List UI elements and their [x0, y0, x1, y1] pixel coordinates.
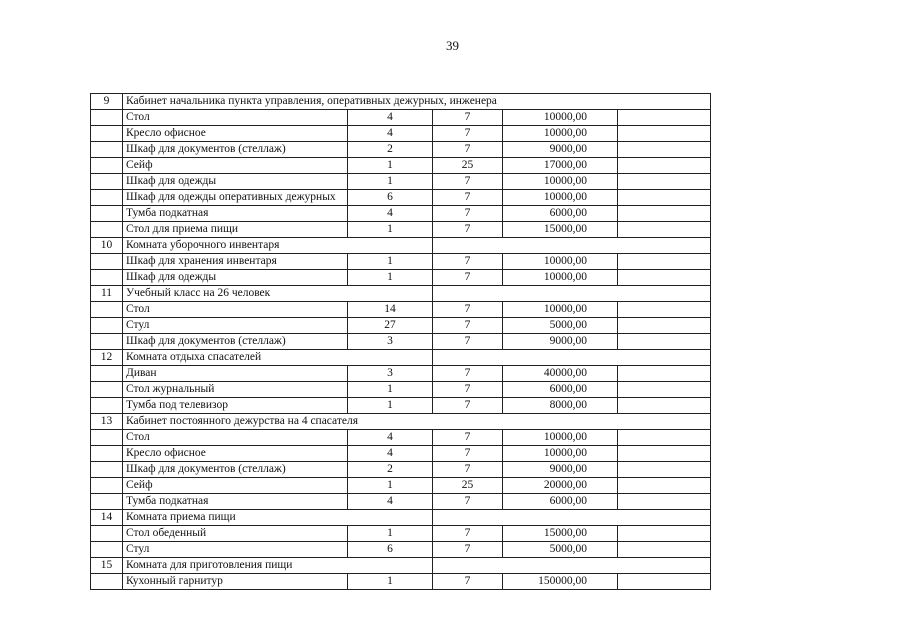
- item-service-years: 25: [433, 158, 503, 174]
- section-title: Кабинет начальника пункта управления, оперативных дежурных, инженера: [123, 94, 711, 110]
- item-service-years: 7: [433, 334, 503, 350]
- empty-cell: [618, 142, 711, 158]
- section-header-row: [91, 414, 711, 430]
- row-number-cell: [91, 222, 123, 238]
- table-row: [91, 382, 711, 398]
- item-service-years: 7: [433, 206, 503, 222]
- item-price: 15000,00: [503, 222, 618, 238]
- table-row: [91, 126, 711, 142]
- item-service-years: 7: [433, 254, 503, 270]
- item-price: 10000,00: [503, 254, 618, 270]
- item-quantity: 1: [348, 574, 433, 590]
- item-price: 15000,00: [503, 526, 618, 542]
- item-quantity: 4: [348, 110, 433, 126]
- row-number-cell: [91, 334, 123, 350]
- table-row: [91, 302, 711, 318]
- item-service-years: 7: [433, 126, 503, 142]
- section-title: Учебный класс на 26 человек: [123, 286, 433, 302]
- item-name: Кресло офисное: [123, 126, 348, 142]
- item-quantity: 1: [348, 270, 433, 286]
- item-quantity: 4: [348, 446, 433, 462]
- item-name: Стол: [123, 302, 348, 318]
- item-name: Шкаф для одежды: [123, 174, 348, 190]
- row-number-cell: [91, 398, 123, 414]
- row-number-cell: [91, 174, 123, 190]
- item-name: Тумба подкатная: [123, 494, 348, 510]
- empty-cell: [618, 254, 711, 270]
- item-name: Стул: [123, 318, 348, 334]
- row-number-cell: [91, 478, 123, 494]
- table-row: [91, 430, 711, 446]
- item-name: Шкаф для одежды: [123, 270, 348, 286]
- item-name: Стол обеденный: [123, 526, 348, 542]
- item-price: 17000,00: [503, 158, 618, 174]
- section-title: Комната отдыха спасателей: [123, 350, 433, 366]
- item-name: Тумба под телевизор: [123, 398, 348, 414]
- empty-cell: [618, 398, 711, 414]
- item-price: 9000,00: [503, 334, 618, 350]
- empty-cell: [618, 110, 711, 126]
- row-number-cell: [91, 366, 123, 382]
- item-service-years: 7: [433, 366, 503, 382]
- section-header-row: [91, 558, 711, 574]
- item-quantity: 2: [348, 142, 433, 158]
- empty-cell: [433, 238, 711, 254]
- row-number-cell: [91, 446, 123, 462]
- item-price: 10000,00: [503, 302, 618, 318]
- row-number-cell: [91, 430, 123, 446]
- table-row: [91, 142, 711, 158]
- item-quantity: 3: [348, 366, 433, 382]
- item-service-years: 7: [433, 318, 503, 334]
- section-header-row: [91, 94, 711, 110]
- item-name: Шкаф для одежды оперативных дежурных: [123, 190, 348, 206]
- empty-cell: [618, 206, 711, 222]
- table-row: [91, 174, 711, 190]
- item-service-years: 7: [433, 574, 503, 590]
- row-number-cell: [91, 382, 123, 398]
- section-header-row: [91, 350, 711, 366]
- item-service-years: 7: [433, 270, 503, 286]
- item-service-years: 25: [433, 478, 503, 494]
- inventory-table-body: [91, 94, 711, 590]
- section-number: 15: [91, 558, 123, 574]
- item-service-years: 7: [433, 430, 503, 446]
- table-row: [91, 158, 711, 174]
- item-service-years: 7: [433, 494, 503, 510]
- item-name: Шкаф для документов (стеллаж): [123, 142, 348, 158]
- item-price: 6000,00: [503, 494, 618, 510]
- table-row: [91, 222, 711, 238]
- row-number-cell: [91, 270, 123, 286]
- item-price: 10000,00: [503, 430, 618, 446]
- item-service-years: 7: [433, 526, 503, 542]
- table-row: [91, 254, 711, 270]
- empty-cell: [618, 334, 711, 350]
- item-price: 8000,00: [503, 398, 618, 414]
- section-title: Комната для приготовления пищи: [123, 558, 433, 574]
- table-row: [91, 334, 711, 350]
- empty-cell: [618, 478, 711, 494]
- item-price: 6000,00: [503, 382, 618, 398]
- item-quantity: 1: [348, 478, 433, 494]
- table-row: [91, 542, 711, 558]
- item-quantity: 4: [348, 494, 433, 510]
- section-number: 11: [91, 286, 123, 302]
- item-price: 10000,00: [503, 174, 618, 190]
- table-row: [91, 190, 711, 206]
- item-name: Стол журнальный: [123, 382, 348, 398]
- empty-cell: [618, 462, 711, 478]
- item-service-years: 7: [433, 542, 503, 558]
- row-number-cell: [91, 526, 123, 542]
- item-name: Кухонный гарнитур: [123, 574, 348, 590]
- item-price: 6000,00: [503, 206, 618, 222]
- table-row: [91, 110, 711, 126]
- empty-cell: [618, 382, 711, 398]
- table-row: [91, 366, 711, 382]
- table-row: [91, 398, 711, 414]
- item-price: 10000,00: [503, 110, 618, 126]
- item-name: Шкаф для хранения инвентаря: [123, 254, 348, 270]
- item-service-years: 7: [433, 462, 503, 478]
- item-price: 40000,00: [503, 366, 618, 382]
- item-quantity: 4: [348, 430, 433, 446]
- empty-cell: [618, 302, 711, 318]
- section-number: 13: [91, 414, 123, 430]
- row-number-cell: [91, 462, 123, 478]
- empty-cell: [618, 222, 711, 238]
- empty-cell: [618, 174, 711, 190]
- empty-cell: [433, 286, 711, 302]
- empty-cell: [618, 542, 711, 558]
- page-number: 39: [446, 38, 459, 53]
- item-name: Сейф: [123, 158, 348, 174]
- item-quantity: 3: [348, 334, 433, 350]
- item-name: Диван: [123, 366, 348, 382]
- empty-cell: [618, 446, 711, 462]
- item-quantity: 1: [348, 382, 433, 398]
- item-quantity: 4: [348, 206, 433, 222]
- empty-cell: [433, 510, 711, 526]
- item-price: 5000,00: [503, 318, 618, 334]
- row-number-cell: [91, 110, 123, 126]
- item-name: Кресло офисное: [123, 446, 348, 462]
- item-price: 9000,00: [503, 142, 618, 158]
- table-row: [91, 478, 711, 494]
- item-name: Тумба подкатная: [123, 206, 348, 222]
- item-quantity: 2: [348, 462, 433, 478]
- item-service-years: 7: [433, 382, 503, 398]
- item-service-years: 7: [433, 110, 503, 126]
- row-number-cell: [91, 254, 123, 270]
- item-name: Сейф: [123, 478, 348, 494]
- item-service-years: 7: [433, 398, 503, 414]
- section-number: 12: [91, 350, 123, 366]
- section-title: Комната уборочного инвентаря: [123, 238, 433, 254]
- empty-cell: [618, 126, 711, 142]
- empty-cell: [618, 158, 711, 174]
- table-row: [91, 446, 711, 462]
- item-name: Шкаф для документов (стеллаж): [123, 334, 348, 350]
- item-service-years: 7: [433, 446, 503, 462]
- item-price: 10000,00: [503, 446, 618, 462]
- item-name: Стол: [123, 430, 348, 446]
- item-quantity: 1: [348, 174, 433, 190]
- item-name: Стул: [123, 542, 348, 558]
- table-row: [91, 318, 711, 334]
- item-quantity: 1: [348, 526, 433, 542]
- row-number-cell: [91, 494, 123, 510]
- item-quantity: 6: [348, 190, 433, 206]
- table-row: [91, 462, 711, 478]
- item-quantity: 1: [348, 158, 433, 174]
- empty-cell: [618, 526, 711, 542]
- row-number-cell: [91, 542, 123, 558]
- section-title: Кабинет постоянного дежурства на 4 спасателя: [123, 414, 711, 430]
- section-number: 9: [91, 94, 123, 110]
- section-header-row: [91, 286, 711, 302]
- row-number-cell: [91, 126, 123, 142]
- item-quantity: 1: [348, 222, 433, 238]
- item-quantity: 1: [348, 254, 433, 270]
- item-service-years: 7: [433, 302, 503, 318]
- section-header-row: [91, 238, 711, 254]
- item-quantity: 6: [348, 542, 433, 558]
- table-row: [91, 494, 711, 510]
- item-price: 9000,00: [503, 462, 618, 478]
- empty-cell: [618, 318, 711, 334]
- empty-cell: [433, 350, 711, 366]
- item-name: Стол для приема пищи: [123, 222, 348, 238]
- item-price: 150000,00: [503, 574, 618, 590]
- table-row: [91, 270, 711, 286]
- table-row: [91, 206, 711, 222]
- section-header-row: [91, 510, 711, 526]
- empty-cell: [618, 574, 711, 590]
- item-service-years: 7: [433, 222, 503, 238]
- item-service-years: 7: [433, 142, 503, 158]
- item-price: 10000,00: [503, 270, 618, 286]
- item-price: 10000,00: [503, 190, 618, 206]
- item-name: Шкаф для документов (стеллаж): [123, 462, 348, 478]
- row-number-cell: [91, 190, 123, 206]
- row-number-cell: [91, 302, 123, 318]
- empty-cell: [618, 494, 711, 510]
- item-quantity: 27: [348, 318, 433, 334]
- table-row: [91, 574, 711, 590]
- item-name: Стол: [123, 110, 348, 126]
- item-quantity: 1: [348, 398, 433, 414]
- row-number-cell: [91, 574, 123, 590]
- section-title: Комната приема пищи: [123, 510, 433, 526]
- item-price: 10000,00: [503, 126, 618, 142]
- item-quantity: 4: [348, 126, 433, 142]
- item-quantity: 14: [348, 302, 433, 318]
- item-service-years: 7: [433, 190, 503, 206]
- row-number-cell: [91, 142, 123, 158]
- empty-cell: [618, 190, 711, 206]
- section-number: 14: [91, 510, 123, 526]
- item-service-years: 7: [433, 174, 503, 190]
- empty-cell: [618, 366, 711, 382]
- item-price: 20000,00: [503, 478, 618, 494]
- row-number-cell: [91, 206, 123, 222]
- item-price: 5000,00: [503, 542, 618, 558]
- inventory-table: [90, 93, 711, 590]
- section-number: 10: [91, 238, 123, 254]
- row-number-cell: [91, 158, 123, 174]
- empty-cell: [618, 430, 711, 446]
- empty-cell: [618, 270, 711, 286]
- empty-cell: [433, 558, 711, 574]
- row-number-cell: [91, 318, 123, 334]
- table-row: [91, 526, 711, 542]
